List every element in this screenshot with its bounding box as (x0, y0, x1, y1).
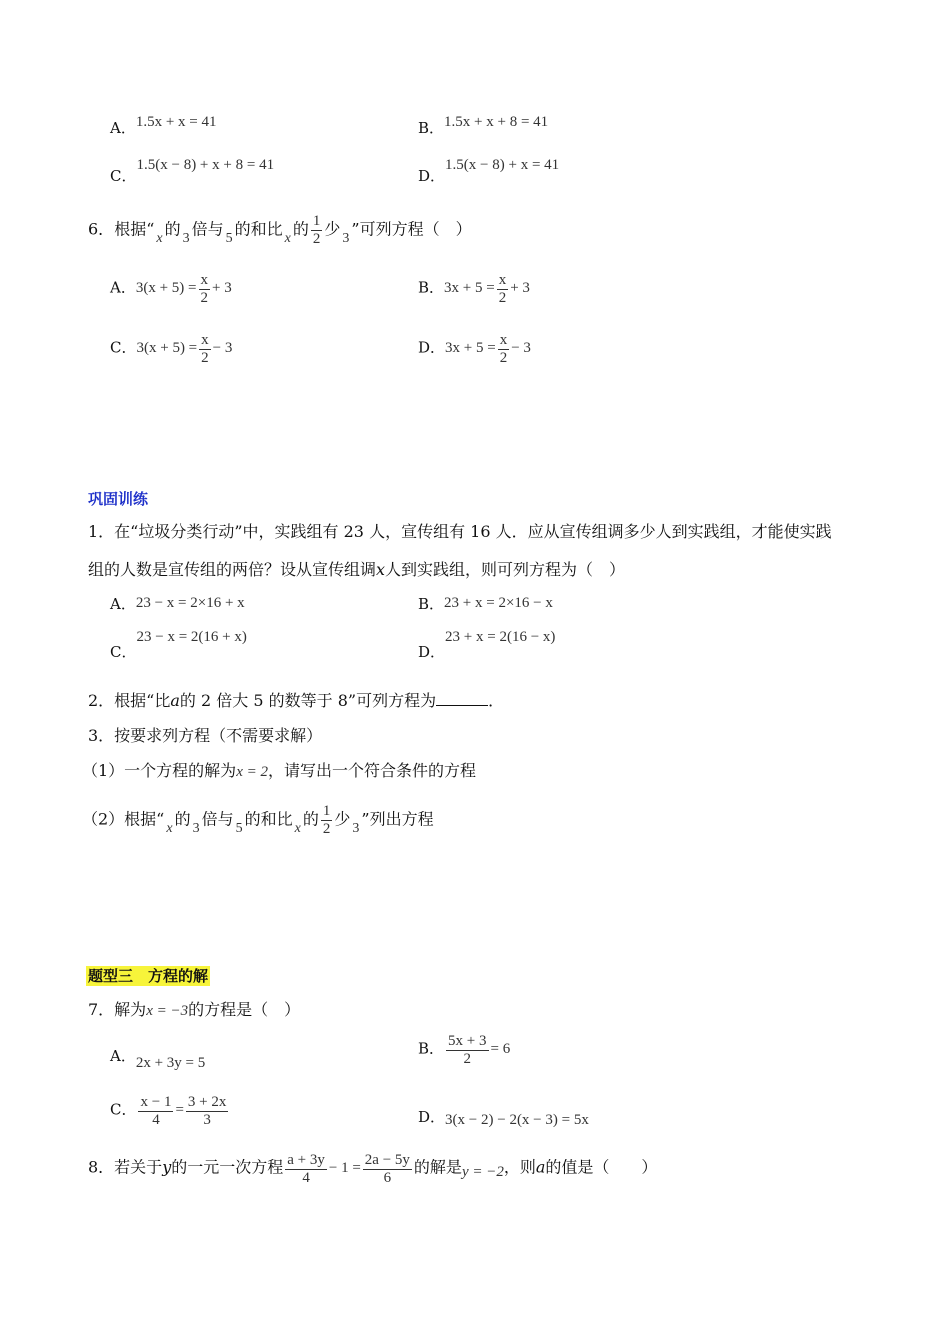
q7-option-b: B． $\frac{5x + 3}{2}$ = 6 (418, 1033, 511, 1067)
q6-stem: 6．根据“ x 的 3 倍与 5 的和比 x 的 $\frac{1}{2}$ 少 3 ”可列方程（ ） (88, 213, 472, 247)
fraction-one-half: $\frac{1}{2}$ (312, 213, 321, 247)
q8-stem: 8．若关于y的一元一次方程 $\frac{a + 3y}{4}$ − 1 = $\frac{2a - 5y}{6}$ 的解是y = −2，则a的值是（ ） (88, 1152, 658, 1186)
q6-option-c: C．3(x + 5) = $\frac{x}{2}$ − 3 (110, 332, 233, 366)
c1-option-d: D．23 + x = 2(16 − x) (418, 629, 556, 661)
c1-stem-line1: 1．在“垃圾分类行动”中，实践组有 23 人，宣传组有 16 人．应从宣传组调多少人到实践组，才能使实践 (88, 522, 832, 541)
q5-option-c: C．1.5(x − 8) + x + 8 = 41 (110, 157, 275, 185)
q6-option-d: D．3x + 5 = $\frac{x}{2}$ − 3 (418, 332, 531, 366)
c3-stem: 3．按要求列方程（不需要求解） (88, 726, 323, 745)
q6-option-a: A．3(x + 5) = $\frac{x}{2}$ + 3 (110, 272, 232, 306)
c1-option-a: A．23 − x = 2×16 + x (110, 595, 245, 613)
q5-option-a-expr: 1.5x + x = 41 (135, 114, 217, 130)
q7-option-d: D．3(x − 2) − 2(x − 3) = 5x (418, 1108, 589, 1128)
q5-option-d-expr: 1.5(x − 8) + x = 41 (445, 157, 560, 173)
c1-option-c: C．23 − x = 2(16 + x) (110, 629, 247, 661)
q5-option-c-expr: 1.5(x − 8) + x + 8 = 41 (136, 157, 275, 173)
q5-option-b-expr: 1.5x + x + 8 = 41 (444, 114, 549, 130)
c1-option-b: B．23 + x = 2×16 − x (418, 595, 553, 613)
answer-blank[interactable] (436, 691, 488, 706)
q5-option-d: D．1.5(x − 8) + x = 41 (418, 157, 560, 185)
q5-option-b: B．1.5x + x + 8 = 41 (418, 114, 549, 137)
q5-option-a: A．1.5x + x = 41 (110, 114, 217, 137)
c2-stem: 2．根据“比a的 2 倍大 5 的数等于 8”可列方程为 ． (88, 691, 505, 710)
section-title-consolidate: 巩固训练 (88, 490, 149, 508)
section-title-type3: 题型三 方程的解 (88, 967, 209, 985)
c1-stem-line2: 组的人数是宣传组的两倍？设从宣传组调x人到实践组，则可列方程为（ ） (88, 560, 626, 579)
q7-option-c: C． $\frac{x - 1}{4}$ = $\frac{3 + 2x}{3}$ (110, 1094, 227, 1128)
q7-option-a: A．2x + 3y = 5 (110, 1047, 206, 1071)
q7-stem: 7．解为x = −3的方程是（ ） (88, 1000, 301, 1019)
q6-option-b: B．3x + 5 = $\frac{x}{2}$ + 3 (418, 272, 530, 306)
c3-sub2: （2）根据“ x 的 3 倍与 5 的和比 x 的 $\frac{1}{2}$ 少 3 ”列出方程 (82, 803, 434, 837)
c3-sub1: （1）一个方程的解为x = 2，请写出一个符合条件的方程 (82, 761, 476, 780)
